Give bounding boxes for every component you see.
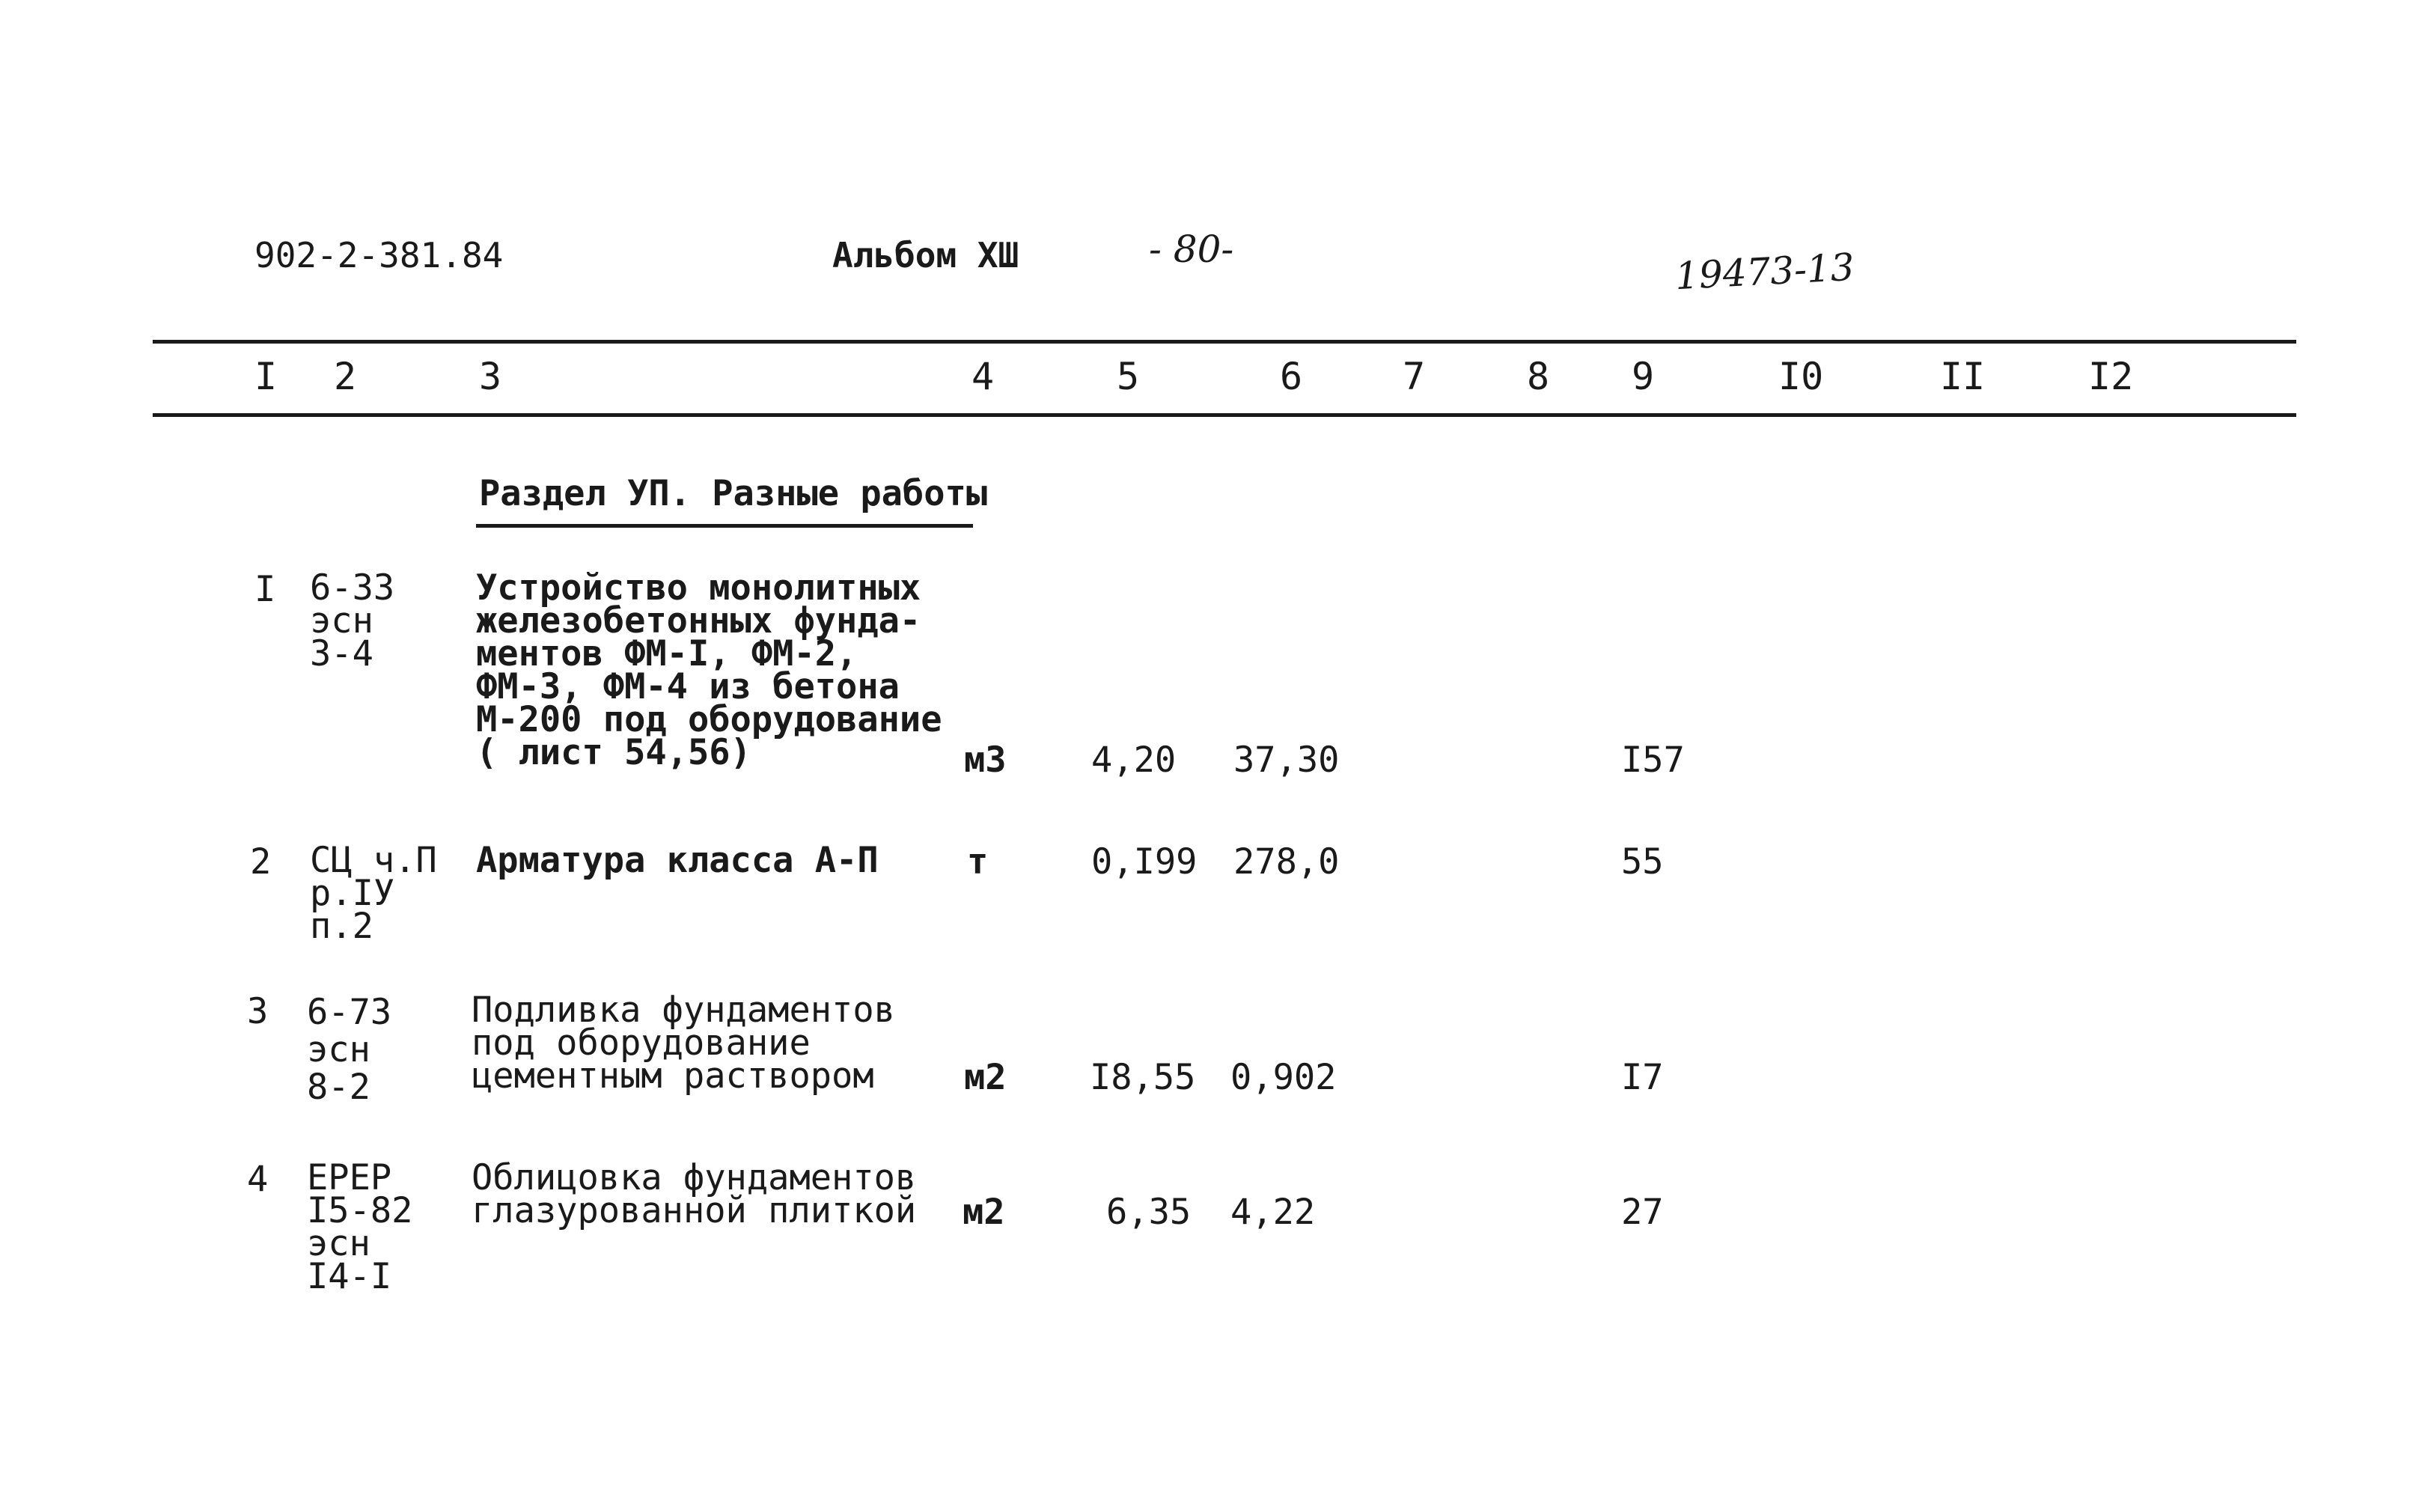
column-header: 3	[479, 355, 502, 398]
row-price: 4,22	[1230, 1192, 1316, 1233]
row-total: 55	[1621, 841, 1664, 882]
row-description: Подливка фундаментов под оборудование цементным раствором	[472, 990, 895, 1097]
column-header: 9	[1632, 355, 1655, 398]
row-unit: м3	[964, 740, 1007, 781]
column-header: 4	[971, 355, 995, 398]
row-unit: т	[967, 841, 989, 882]
page-number: - 80-	[1149, 228, 1234, 271]
row-number: 3	[247, 991, 269, 1032]
table-header-bottom-rule	[153, 413, 2296, 417]
row-price: 0,902	[1230, 1057, 1337, 1098]
row-number: 2	[250, 841, 272, 882]
row-quantity: 6,35	[1106, 1192, 1192, 1233]
row-quantity: I8,55	[1090, 1057, 1196, 1098]
row-total: I7	[1621, 1057, 1664, 1098]
column-header: I	[254, 355, 278, 398]
section-title: Раздел УП. Разные работы	[479, 473, 988, 514]
row-total: 27	[1621, 1192, 1664, 1233]
column-header: 2	[334, 355, 357, 398]
row-number: 4	[247, 1159, 269, 1200]
table-top-rule	[153, 340, 2296, 344]
row-description: Арматура класса А-П	[476, 840, 879, 881]
row-number: I	[254, 569, 276, 610]
row-unit: м2	[963, 1192, 1005, 1233]
column-header: 5	[1117, 355, 1140, 398]
document-number: 902-2-381.84	[254, 235, 504, 275]
row-quantity: 0,I99	[1091, 841, 1198, 882]
row-price: 37,30	[1233, 740, 1340, 781]
row-code: ЕРЕР I5-82 эсн I4-I	[307, 1157, 413, 1297]
row-price: 278,0	[1233, 841, 1340, 882]
row-quantity: 4,20	[1091, 740, 1177, 781]
column-header: I0	[1778, 355, 1824, 398]
row-code: 6-33 эсн 3-4	[310, 567, 395, 674]
row-description: Облицовка фундаментов глазурованной плиткой	[472, 1157, 917, 1231]
album-label: Альбом XШ	[832, 235, 1019, 275]
column-header: II	[1940, 355, 1986, 398]
row-code: СЦ ч.П р.IУ п.2	[310, 840, 437, 947]
row-description: Устройство монолитных железобетонных фунда- ментов ФМ-I, ФМ-2, ФМ-3, ФМ-4 из бетона М-200 под оборудование ( лист 54,56)	[476, 567, 942, 773]
column-header: 7	[1403, 355, 1426, 398]
row-total: I57	[1621, 740, 1685, 781]
row-unit: м2	[964, 1057, 1007, 1098]
inventory-number: 19473-13	[1674, 245, 1855, 299]
column-header: 8	[1527, 355, 1550, 398]
column-header: I2	[2088, 355, 2134, 398]
row-code: 6-73 эсн 8-2	[307, 992, 392, 1108]
column-header: 6	[1280, 355, 1303, 398]
section-title-underline	[476, 524, 973, 528]
